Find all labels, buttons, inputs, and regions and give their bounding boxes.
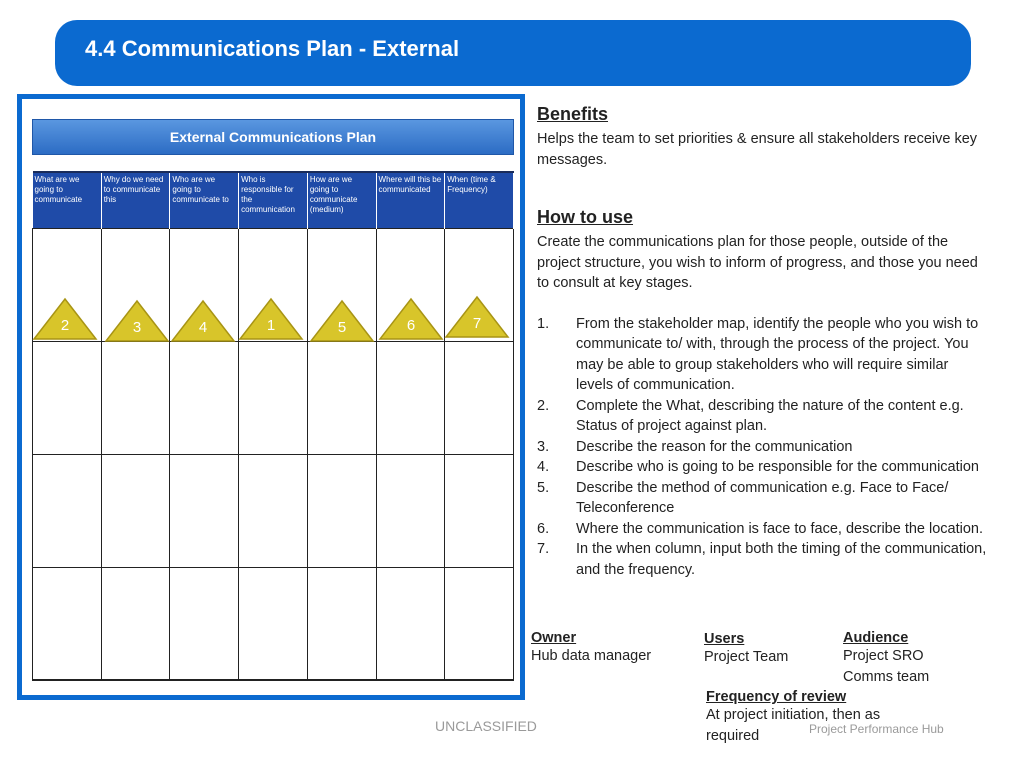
plan-table — [32, 171, 514, 681]
classification-label: UNCLASSIFIED — [435, 718, 537, 734]
plan-header: External Communications Plan — [32, 119, 514, 155]
table-cell — [170, 567, 239, 680]
frequency-section — [706, 689, 936, 746]
table-cell — [307, 341, 376, 454]
table-cell — [307, 454, 376, 567]
list-item — [537, 314, 989, 396]
table-cell — [445, 341, 514, 454]
table-cell — [239, 567, 308, 680]
table-cell — [33, 567, 102, 680]
table-cell — [376, 341, 445, 454]
marker-label: 5 — [337, 319, 347, 336]
step-text: From the stakeholder map, identify the people who you wish to communicate to/ with, through the process of the project. You may be able to group stakeholders who will require similar levels of communication. — [576, 315, 979, 393]
plan-template-frame — [17, 94, 525, 700]
table-cell — [307, 567, 376, 680]
table-cell — [170, 454, 239, 567]
users-section — [704, 631, 834, 668]
step-number: 5. — [537, 479, 550, 496]
title-bar — [55, 20, 971, 86]
step-marker-7 — [444, 295, 510, 339]
step-marker-4 — [170, 299, 236, 343]
list-item — [537, 478, 989, 519]
audience-value-2: Comms team — [843, 668, 930, 685]
table-cell — [101, 567, 170, 680]
frequency-value: At project initiation, then as required — [706, 707, 881, 744]
column-what: What are we going to communicate — [33, 172, 102, 228]
audience-value-1: Project SRO — [843, 648, 924, 664]
column-who-responsible: Who is responsible for the communication — [239, 172, 308, 228]
frequency-heading: Frequency of review — [706, 689, 847, 705]
step-marker-5 — [309, 299, 375, 343]
benefits-section — [537, 104, 989, 170]
audience-section — [843, 630, 993, 687]
step-text: Describe who is going to be responsible for the communication — [576, 459, 979, 475]
table-row — [33, 567, 514, 680]
step-marker-1 — [238, 297, 304, 341]
benefits-text: Helps the team to set priorities & ensure all stakeholders receive key messages. — [537, 131, 978, 168]
step-number: 4. — [537, 459, 550, 475]
step-number: 6. — [537, 520, 550, 537]
table-cell — [33, 341, 102, 454]
list-item — [537, 396, 989, 437]
audience-heading: Audience — [843, 630, 909, 646]
step-text: In the when column, input both the timing of the communication, and the frequency. — [576, 541, 987, 578]
benefits-heading: Benefits — [537, 104, 609, 124]
brand-label: Project Performance Hub — [809, 722, 944, 736]
step-marker-2 — [32, 297, 98, 341]
list-item — [537, 437, 989, 458]
plan-header-row — [33, 172, 514, 228]
step-number: 1. — [537, 315, 550, 332]
step-number: 2. — [537, 397, 550, 414]
table-cell — [170, 341, 239, 454]
marker-label: 4 — [198, 319, 208, 336]
list-item — [537, 457, 989, 478]
marker-label: 6 — [406, 317, 416, 334]
column-when: When (time & Frequency) — [445, 172, 514, 228]
list-item — [537, 539, 989, 580]
table-cell — [445, 567, 514, 680]
column-why: Why do we need to communicate this — [101, 172, 170, 228]
steps-list — [537, 314, 989, 581]
table-row — [33, 341, 514, 454]
owner-section — [531, 630, 701, 667]
marker-label: 2 — [60, 317, 70, 334]
table-cell — [239, 454, 308, 567]
column-how: How are we going to communicate (medium) — [307, 172, 376, 228]
users-value: Project Team — [704, 649, 789, 665]
step-marker-3 — [104, 299, 170, 343]
marker-label: 3 — [132, 319, 142, 336]
step-text: Describe the method of communication e.g. Face to Face/ Teleconference — [576, 479, 949, 516]
slide-title: 4.4 Communications Plan - External — [85, 36, 460, 61]
how-to-use-section — [537, 207, 989, 580]
column-where: Where will this be communicated — [376, 172, 445, 228]
step-number: 7. — [537, 541, 550, 557]
step-marker-6 — [378, 297, 444, 341]
marker-label: 1 — [266, 317, 276, 334]
owner-value: Hub data manager — [531, 648, 652, 664]
step-text: Complete the What, describing the nature of the content e.g. Status of project against plan. — [576, 397, 964, 434]
table-cell — [376, 454, 445, 567]
how-to-use-intro: Create the communications plan for those people, outside of the project structure, you wish to inform of progress, and those you need to consult at key stages. — [537, 234, 978, 291]
step-text: Describe the reason for the communication — [576, 438, 853, 455]
table-cell — [101, 341, 170, 454]
table-cell — [101, 454, 170, 567]
table-cell — [376, 567, 445, 680]
table-row — [33, 454, 514, 567]
step-number: 3. — [537, 438, 550, 455]
users-heading: Users — [704, 631, 745, 647]
step-text: Where the communication is face to face, describe the location. — [576, 520, 984, 537]
table-cell — [445, 454, 514, 567]
how-to-use-heading: How to use — [537, 207, 634, 227]
marker-label: 7 — [472, 315, 482, 332]
column-who-to: Who are we going to communicate to — [170, 172, 239, 228]
owner-heading: Owner — [531, 630, 577, 646]
list-item — [537, 519, 989, 540]
table-cell — [33, 454, 102, 567]
table-cell — [239, 341, 308, 454]
